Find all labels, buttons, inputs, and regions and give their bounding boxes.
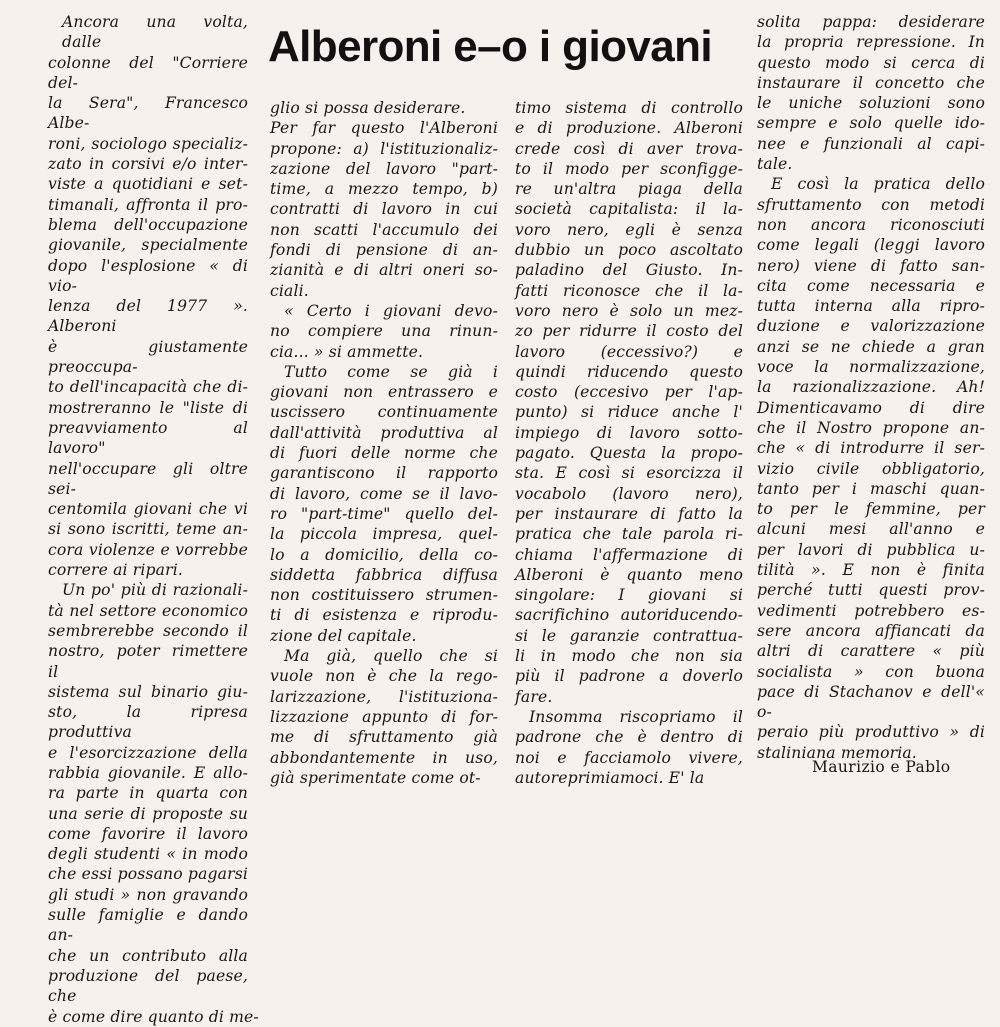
text-line: già sperimentate come ot- — [270, 768, 481, 787]
text-line: garantiscono il rapporto — [270, 464, 498, 483]
text-line: pagato. Questa la propo- — [515, 444, 743, 463]
text-line: anzi se ne chiede a gran — [757, 337, 985, 356]
text-line: che un contributo alla — [48, 946, 248, 965]
text-line: Ancora una volta, dalle — [62, 13, 248, 52]
text-line: abbondantemente in uso, — [270, 748, 498, 767]
text-line: to il modo per sconfigge- — [515, 159, 743, 178]
text-line: tale. — [757, 155, 793, 174]
text-line: sta. E così si esorcizza il — [515, 464, 743, 483]
text-line: contratti di lavoro in cui — [270, 200, 498, 219]
text-line: sfruttamento con metodi — [757, 195, 985, 214]
text-line: lo a domicilio, della co- — [270, 545, 498, 564]
text-line: questo modo si cerca di — [757, 53, 985, 72]
text-line: dopo l'esplosione « di vio- — [48, 256, 248, 295]
text-line: più il padrone a doverlo — [515, 667, 743, 686]
text-line: preavviamento al lavoro" — [48, 418, 248, 458]
text-line: lizzazione appunto di for- — [270, 707, 498, 726]
text-line: « Certo i giovani devo- — [284, 301, 498, 320]
article-title: Alberoni e–o i giovani — [268, 22, 712, 71]
text-line: voce la normalizzazione, — [757, 358, 985, 377]
text-line: costo (eccesivo per l'ap- — [515, 383, 743, 402]
text-line: me di sfruttamento già — [270, 728, 498, 747]
text-line: che « di introdurre il ser- — [757, 439, 985, 458]
text-line: re un'altra piaga della — [515, 180, 743, 199]
text-line: to per le femmine, per — [757, 500, 985, 519]
text-line: la piccola impresa, quel- — [270, 525, 498, 544]
text-line: che essi possano pagarsi — [48, 865, 248, 884]
text-line: solita pappa: desiderare — [757, 13, 985, 31]
text-line: impiego di lavoro sotto- — [515, 423, 743, 442]
text-line: sempre e solo quelle ido- — [757, 114, 985, 133]
text-line: sistema sul binario giu- — [48, 682, 248, 701]
text-line: Insomma riscopriamo il — [529, 707, 743, 726]
text-line: tanto per i maschi quan- — [757, 479, 985, 498]
text-line: come legali (leggi lavoro — [757, 236, 985, 255]
text-line: nee e funzionali al capi- — [757, 134, 985, 153]
text-line: alcuni mesi all'anno e — [757, 520, 985, 539]
text-line: cita come necessaria e — [757, 276, 985, 295]
text-line: Tutto come se già i — [284, 362, 498, 381]
text-line: blema dell'occupazione — [48, 215, 248, 234]
text-line: dubbio un poco ascoltato — [515, 241, 743, 260]
text-line: la razionalizzazione. Ah! — [757, 378, 985, 397]
text-line: come favorire il lavoro — [48, 824, 248, 843]
text-line: autoreprimiamoci. E' la — [515, 768, 705, 787]
text-line: rabbia giovanile. E allo- — [48, 763, 248, 782]
text-line: padrone che è dentro di — [515, 728, 743, 747]
text-line: zianità e di altri oneri so- — [270, 261, 498, 280]
text-line: vocabolo (lavoro nero), — [515, 484, 743, 503]
text-line: roni, sociologo specializ- — [48, 134, 248, 153]
text-line: quindi riducendo questo — [515, 362, 743, 381]
text-line: Un po' più di razionali- — [62, 581, 248, 600]
text-line: centomila giovani che vi — [48, 500, 248, 519]
text-line: non ancora riconosciuti — [757, 215, 985, 234]
text-line: duzione e valorizzazione — [757, 317, 985, 336]
text-line: to dell'incapacità che di- — [48, 378, 248, 397]
text-line: zo per ridurre il costo del — [515, 322, 743, 341]
text-line: vuole non è che la rego- — [270, 667, 498, 686]
text-line: instaurare il concetto che — [757, 73, 985, 92]
text-line: peraio più produttivo » di — [757, 723, 985, 742]
text-line: cora violenze e vorrebbe — [48, 540, 248, 559]
text-column-4 — [757, 12, 985, 763]
text-line: sacrifichino autoriducendo- — [515, 606, 743, 625]
text-line: larizzazione, l'istituziona- — [270, 687, 498, 706]
text-line: lavoro (eccessivo?) e — [515, 342, 743, 361]
text-line: si le garanzie contrattua- — [515, 626, 743, 645]
text-line: altri di carattere « più — [757, 642, 985, 661]
text-line: che il Nostro propone an- — [757, 418, 985, 437]
text-line: E così la pratica dello — [771, 175, 985, 194]
text-line: fare. — [515, 687, 553, 706]
text-line: la Sera", Francesco Albe- — [48, 94, 248, 133]
text-line: non costituissero strumen- — [270, 586, 498, 605]
text-line: non scatti l'accumulo dei — [270, 220, 498, 239]
text-line: zato in corsivi e/o inter- — [48, 155, 248, 174]
text-line: zazione del lavoro "part- — [270, 159, 498, 178]
text-line: nell'occupare gli oltre sei- — [48, 459, 248, 498]
text-line: di lavoro, come se il lavo- — [270, 484, 498, 503]
text-line: tà nel settore economico — [48, 601, 248, 620]
text-line: ra parte in quarta con — [48, 784, 248, 803]
text-line: singolare: I giovani si — [515, 586, 743, 605]
text-line: propone: a) l'istituzionaliz- — [270, 139, 498, 158]
text-line: fatti riconosce che il la- — [515, 281, 743, 300]
text-line: sto, la ripresa produttiva — [48, 703, 248, 742]
text-line: produzione del paese, che — [48, 966, 248, 1006]
text-line: correre ai ripari. — [48, 561, 183, 580]
text-line: una serie di proposte su — [48, 804, 248, 823]
text-line: dall'attività produttiva al — [270, 423, 498, 442]
text-line: tutta interna alla ripro- — [757, 297, 985, 316]
text-line: degli studenti « in modo — [48, 845, 248, 864]
text-line: società capitalista: il la- — [515, 200, 743, 219]
text-line: uscissero continuamente — [270, 403, 498, 422]
text-line: la propria repressione. In — [757, 33, 985, 52]
text-line: lenza del 1977 ». Alberoni — [48, 297, 248, 336]
text-line: socialista » con buona — [757, 662, 985, 681]
text-line: sulle famiglie e dando an- — [48, 906, 248, 945]
text-line: timanali, affronta il pro- — [48, 195, 248, 214]
text-line: di fuori delle norme che — [270, 444, 498, 463]
text-line: è giustamente preoccupa- — [48, 337, 248, 377]
text-line: giovani non entrassero e — [270, 383, 498, 402]
text-line: paladino del Giusto. In- — [515, 261, 743, 280]
text-line: timo sistema di controllo — [515, 99, 743, 117]
text-line: perché tutti questi prov- — [757, 581, 985, 600]
text-line: per instaurare di fatto la — [515, 504, 743, 523]
text-line: ti di esistenza e riprodu- — [270, 606, 498, 625]
text-line: sere ancora affiancati da — [757, 621, 985, 640]
text-line: colonne del "Corriere del- — [48, 53, 248, 92]
text-line: nostro, poter rimettere il — [48, 642, 248, 681]
text-line: gli studi » non gravando — [48, 885, 248, 904]
text-line: crede così di aver trova- — [515, 139, 743, 158]
text-line: Dimenticavamo di dire — [757, 398, 985, 417]
text-line: è come dire quanto di me- — [48, 1007, 259, 1026]
text-line: vizio civile obbligatorio, — [757, 459, 985, 478]
article-signature: Maurizio e Pablo — [812, 758, 951, 776]
text-line: giovanile, specialmente — [48, 236, 248, 255]
text-line: cia... » si ammette. — [270, 342, 424, 361]
text-line: pratica che tale parola ri- — [515, 525, 743, 544]
text-line: Alberoni è quanto meno — [515, 565, 743, 584]
text-line: tilità ». E non è finita — [757, 561, 985, 580]
text-line: nero) viene di fatto san- — [757, 256, 985, 275]
text-line: chiama l'affermazione di — [515, 545, 743, 564]
text-line: viste a quotidiani e set- — [48, 175, 248, 194]
text-line: voro nero, egli è senza — [515, 220, 743, 239]
text-column-2 — [270, 98, 498, 788]
text-line: punto) si riduce anche l' — [515, 403, 743, 422]
text-line: zione del capitale. — [270, 626, 417, 645]
text-line: ciali. — [270, 281, 309, 300]
text-line: per lavori di pubblica u- — [757, 540, 985, 559]
text-line: voro nero è solo un mez- — [515, 301, 743, 320]
text-line: fondi di pensione di an- — [270, 241, 498, 260]
text-line: e di produzione. Alberoni — [515, 119, 743, 138]
text-line: e l'esorcizzazione della — [48, 743, 248, 762]
text-line: Per far questo l'Alberoni — [270, 119, 498, 138]
text-line: vedimenti potrebbero es- — [757, 601, 985, 620]
text-line: no compiere una rinun- — [270, 322, 498, 341]
text-column-1 — [48, 12, 259, 1027]
text-line: pace di Stachanov e dell'« o- — [757, 682, 985, 722]
text-line: glio si possa desiderare. — [270, 99, 466, 117]
text-line: mostreranno le "liste di — [48, 398, 248, 417]
text-line: Ma già, quello che si — [284, 647, 498, 666]
text-line: time, a mezzo tempo, b) — [270, 180, 498, 199]
text-line: si sono iscritti, teme an- — [48, 520, 248, 539]
text-column-3 — [515, 98, 743, 788]
text-line: siddetta fabbrica diffusa — [270, 565, 498, 584]
text-line: sembrerebbe secondo il — [48, 621, 248, 640]
text-line: li in modo che non sia — [515, 647, 743, 666]
text-line: ro "part-time" quello del- — [270, 504, 498, 523]
text-line: noi e facciamolo vivere, — [515, 748, 743, 767]
text-line: le uniche soluzioni sono — [757, 94, 985, 113]
text-line: staliniana memoria. — [757, 743, 917, 762]
